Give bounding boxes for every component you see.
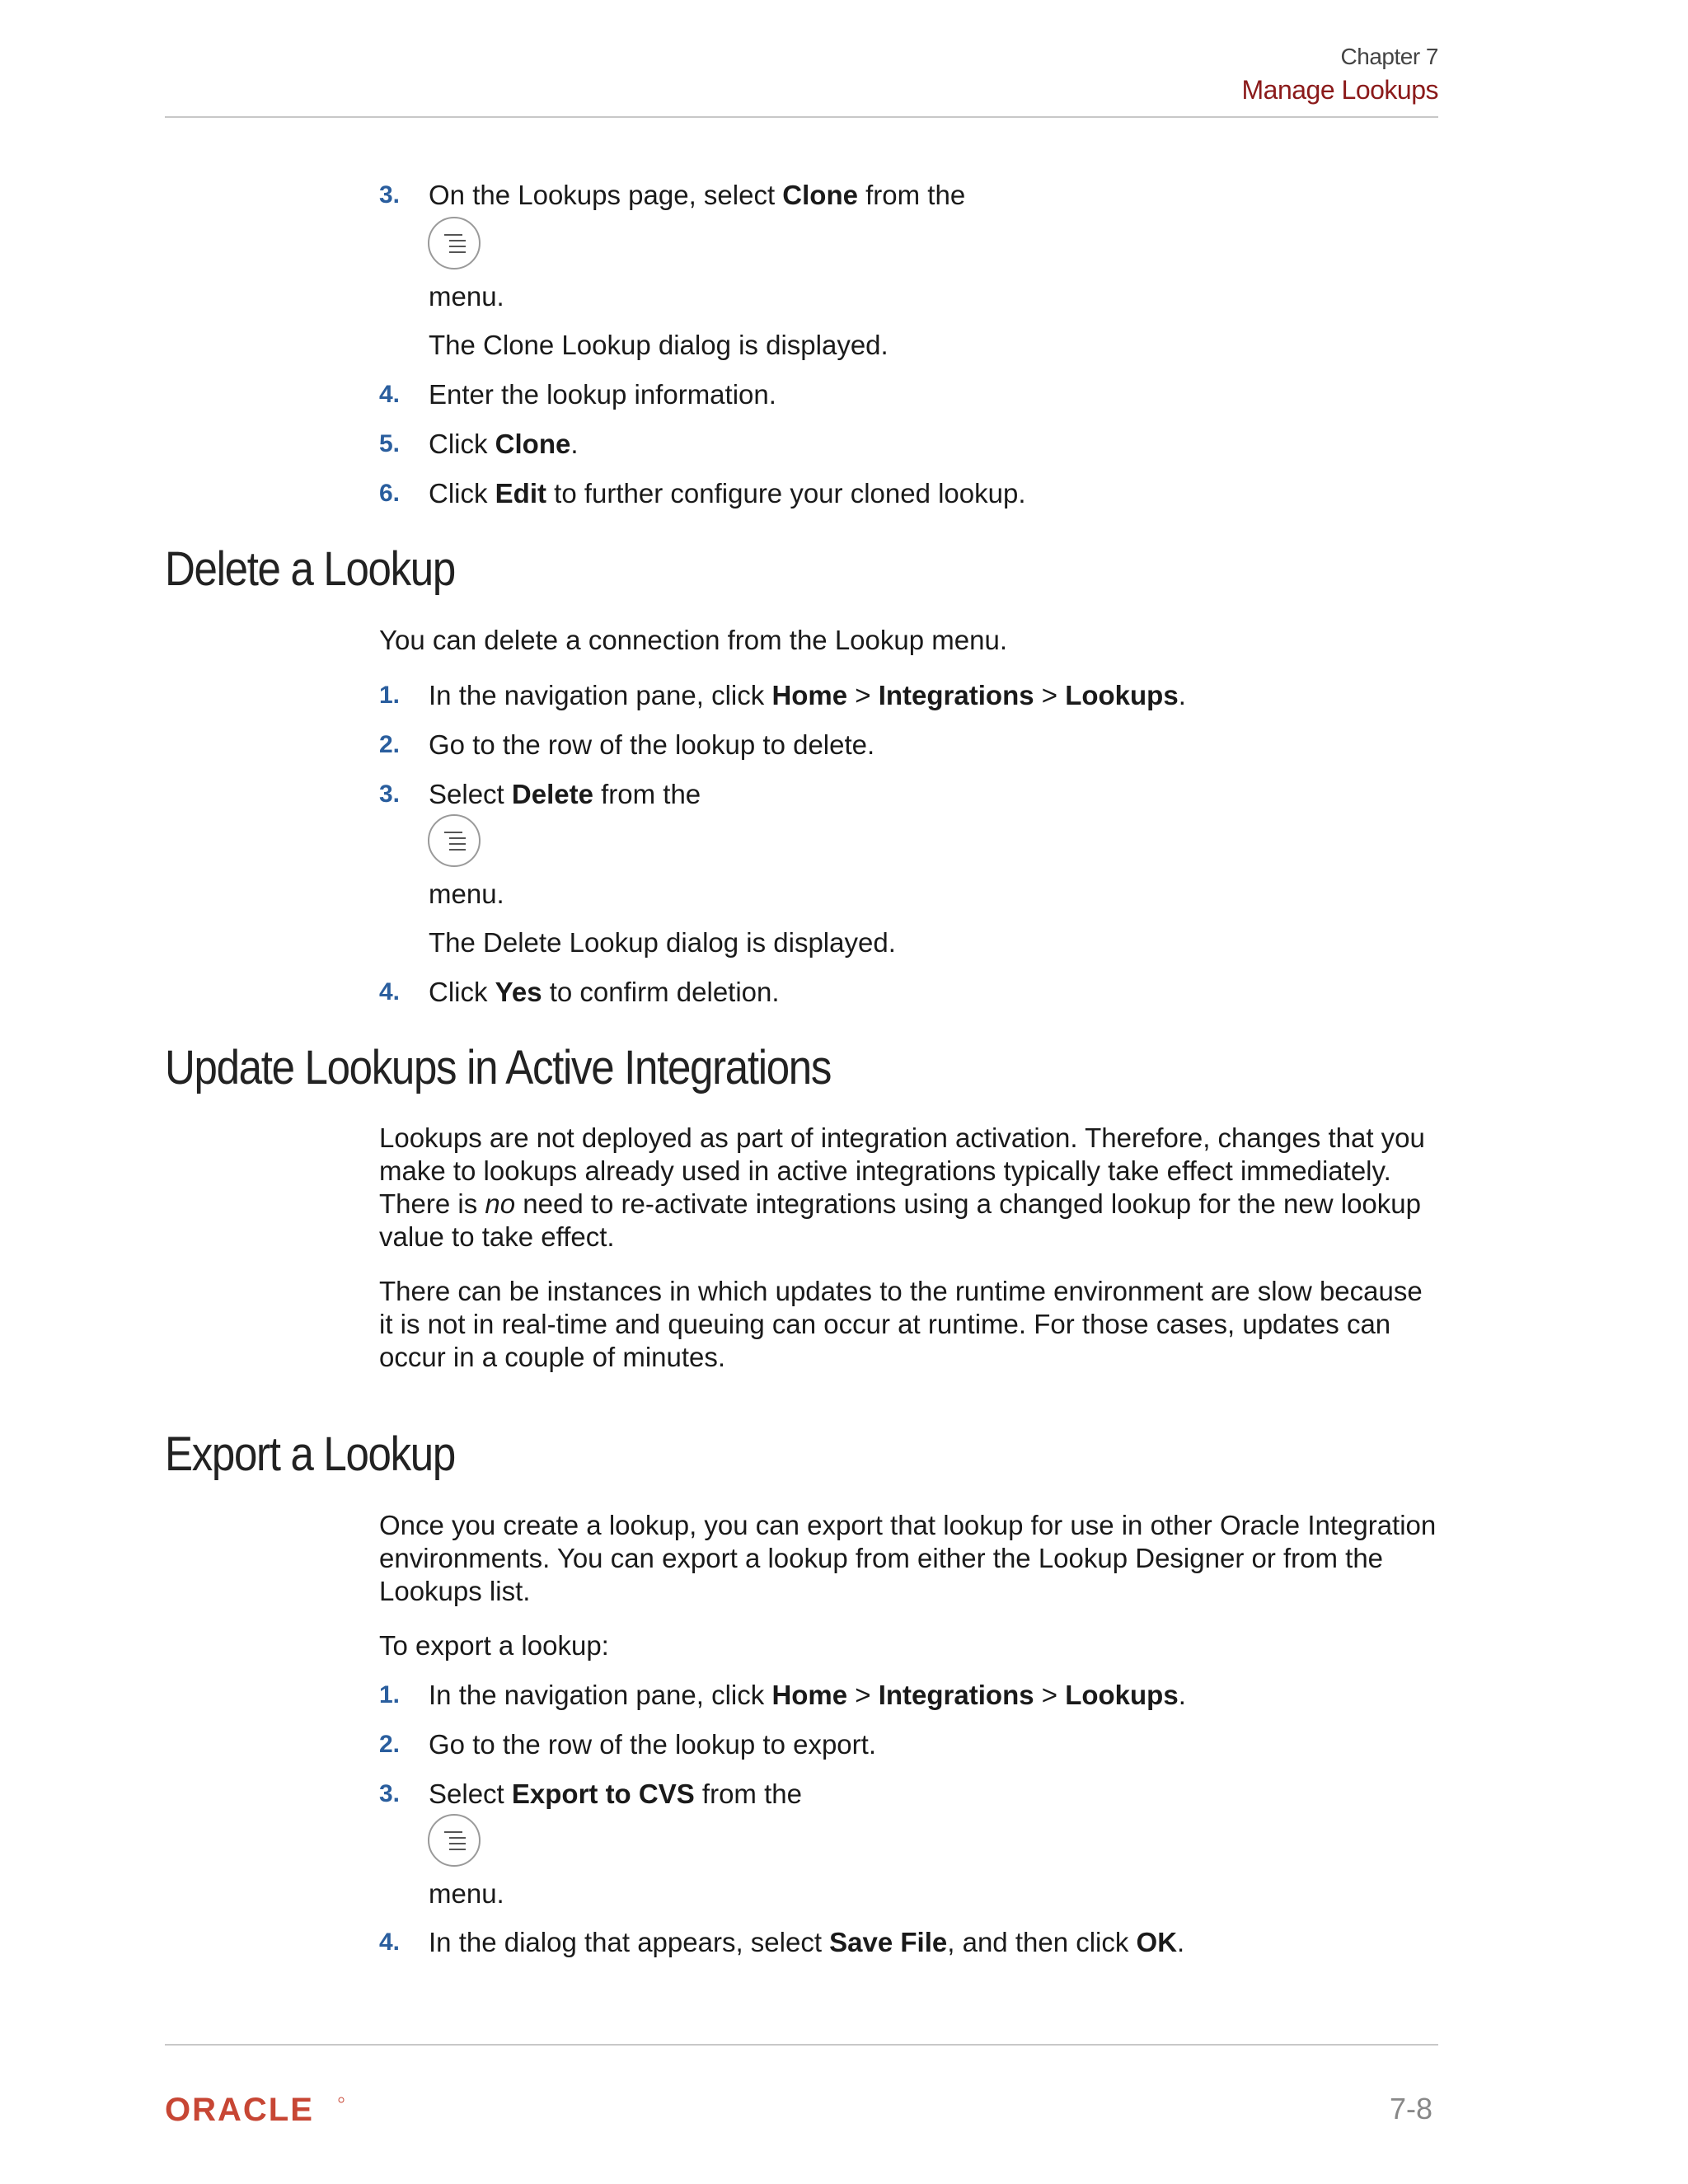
oracle-logo-text: ORACLE <box>165 2093 314 2126</box>
clone-result-text: The Clone Lookup dialog is displayed. <box>429 330 889 360</box>
page-number: 7-8 <box>1389 2092 1432 2125</box>
oracle-logo <box>165 2093 354 2130</box>
menu-word: menu. <box>429 1878 504 1909</box>
update-paragraph-2: There can be instances in which updates to the runtime environment are slow because it is not in real-time and queuing can occur at runtime. For those cases, updates can occur in a couple of minutes. <box>379 1276 1423 1372</box>
export-paragraph-1: Once you create a lookup, you can export that lookup for use in other Oracle Integration environments. You can export a lookup from either the Lookup Designer or from the Lookups list. <box>379 1510 1437 1606</box>
actions-menu-icon[interactable] <box>428 814 481 867</box>
export-paragraph-2: To export a lookup: <box>379 1630 609 1661</box>
actions-menu-icon[interactable] <box>428 1814 481 1867</box>
header-rule <box>165 116 1438 118</box>
running-header <box>165 41 1438 107</box>
menu-word: menu. <box>429 281 504 312</box>
actions-menu-icon[interactable] <box>428 217 481 269</box>
menu-word: menu. <box>429 879 504 909</box>
section-heading-update: Update Lookups in Active Integrations <box>165 1041 832 1094</box>
footer-rule <box>165 2044 1438 2046</box>
chapter-title: Manage Lookups <box>1241 75 1438 105</box>
chapter-label: Chapter 7 <box>1340 44 1438 69</box>
delete-result-text: The Delete Lookup dialog is displayed. <box>429 927 896 958</box>
section-heading-export: Export a Lookup <box>165 1427 455 1481</box>
delete-intro: You can delete a connection from the Lookup menu. <box>379 625 1007 655</box>
section-heading-delete: Delete a Lookup <box>165 542 455 596</box>
update-paragraph-1: Lookups are not deployed as part of integration activation. Therefore, changes that you make to lookups already used in active integrations typically take effect immediately. There is no need to re-activate integrations using a changed lookup for the new lookup value to take effect. <box>379 1122 1425 1252</box>
